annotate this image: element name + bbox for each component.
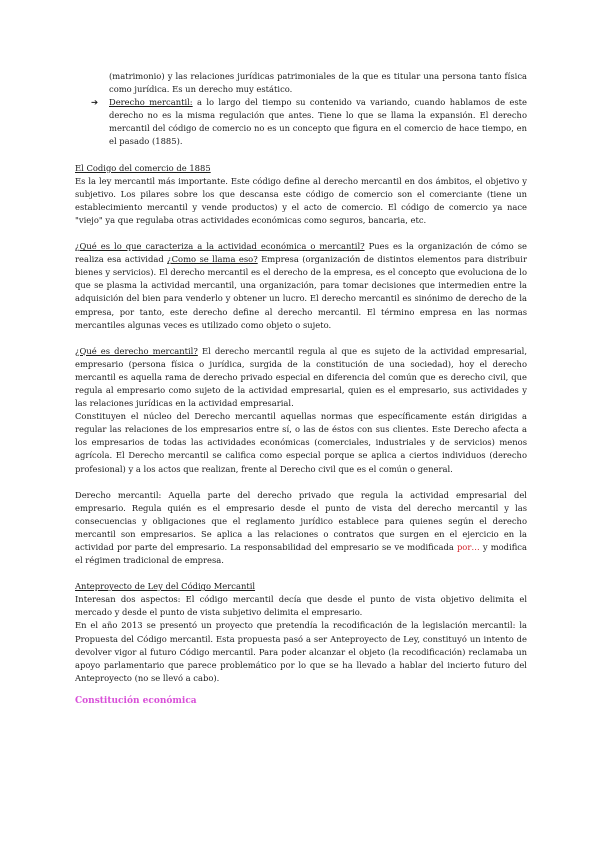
text-definicion-1: : Aquella parte del derecho privado que regula la actividad empresarial del empresario. Regula quién es el empresario desde el punto de vista del derecho mercantil y las consecuencias y obligaciones que el reglamento jurídico establece para quienes según el derecho mercantil son empresarios. Se aplica a las relaciones o contratos que surgen en el ejercicio en la actividad por parte del empresario. La responsabilidad del empresario se ve modificada bbox=[75, 489, 527, 552]
paragraph-que-es-derecho bbox=[75, 345, 527, 410]
intro-continuation: (matrimonio) y las relaciones jurídicas patrimoniales de la que es titular una persona tanto física como jurídica. Es un derecho muy estático. bbox=[109, 71, 527, 95]
text-actividad-2: Empresa (organización de distintos elementos para distribuir bienes y servicios). El derecho mercantil es el derecho de la empresa, es el concepto que evoluciona de lo que se plasma la actividad mercantil, una organización, para tomar decisiones que intermedien entre la adquisición del bien para venderlo y obtener un lucro. El derecho mercantil es sinónimo de derecho de la empresa, por tanto, este derecho define al derecho mercantil. El término empresa en las normas mercantiles algunas veces es utilizado como objeto o sujeto. bbox=[75, 254, 527, 330]
question-que-es-derecho: ¿Qué es derecho mercantil? bbox=[75, 345, 198, 356]
arrow-bullet-icon: ➔ bbox=[91, 97, 99, 108]
bullet-text: a lo largo del tiempo su contenido va variando, cuando hablamos de este derecho no es la misma regulación que antes. Tiene lo que se llama la expansión. El derecho mercantil del código de comercio no es un concepto que figura en el comercio de hace tiempo, en el pasado (1885). bbox=[109, 97, 527, 147]
paragraph-actividad-economica bbox=[75, 240, 527, 332]
paragraph-aspectos: Interesan dos aspectos: El código mercantil decía que desde el punto de vista objetivo delimita el mercado y desde el punto de vista subjetivo delimita el empresario. bbox=[75, 594, 527, 618]
document-page bbox=[75, 70, 527, 708]
red-por-marker: por… bbox=[456, 542, 480, 552]
bullet-derecho-mercantil bbox=[75, 96, 527, 148]
lead-derecho-mercantil: Derecho mercantil bbox=[75, 489, 159, 500]
text-que-es-derecho: El derecho mercantil regula al que es sujeto de la actividad empresarial, empresario (persona física o jurídica, surgida de la constitución de una sociedad), hoy el derecho mercantil es aquella rama de derecho privado especial en diferencia del común que es derecho civil, que regula al empresario como sujeto de la actividad empresarial, quien es el empresario, sus actividades y las relaciones jurídicas en la actividad empresarial. bbox=[75, 345, 527, 409]
paragraph-nucleo-derecho: Constituyen el núcleo del Derecho mercantil aquellas normas que específicamente están dirigidas a regular las relaciones de los empresarios entre sí, o las de éstos con sus clientes. Este Derecho afecta a los empresarios de todas las actividades económicas (comerciales, industriales y de servicios) menos agrícola. El Derecho mercantil se califica como especial porque se aplica a ciertos individuos (derecho profesional) y a los actos que realizan, frente al Derecho civil que es el común o general. bbox=[75, 411, 527, 474]
question-actividad: ¿Qué es lo que caracteriza a la actividad económica o mercantil? bbox=[75, 241, 365, 252]
heading-anteproyecto: Anteproyecto de Ley del Código Mercantil bbox=[75, 581, 256, 592]
paragraph-propuesta-2013: En el año 2013 se presentó un proyecto que pretendía la recodificación de la legislación mercantil: la Propuesta del Código mercantil. Esta propuesta pasó a ser Anteproyecto de Ley, constituyó un intento de devolver vigor al futuro Código mercantil. Para poder alcanzar el objeto (la recodificación) reclamaba un apoyo parlamentario que parece problemático por lo que se ha llevado a hablar del incierto futuro del Anteproyecto (no se llevó a cabo). bbox=[75, 620, 527, 683]
heading-codigo-comercio: El Codigo del comercio de 1885 bbox=[75, 162, 211, 173]
paragraph-definicion-derecho bbox=[75, 489, 527, 568]
paragraph-codigo-comercio: Es la ley mercantil más importante. Este código define al derecho mercantil en dos ámbitos, el objetivo y subjetivo. Los pilares sobre los que descansa este código de comercio son el comerciante (tiene un establecimiento mercantil y vende productos) y el acto de comercio. El código de comercio ya nace "viejo" ya que regulaba otras actividades económicas como seguros, bancaria, etc. bbox=[75, 175, 527, 225]
text-actividad-1: Pues es la organización de cómo se realiza esa actividad bbox=[75, 241, 527, 265]
text-definicion-2: y modifica el régimen tradicional de empresa. bbox=[75, 542, 527, 566]
bullet-term: Derecho mercantil: bbox=[109, 97, 193, 108]
question-como-se-llama: ¿Como se llama eso? bbox=[167, 254, 258, 265]
heading-constitucion-economica: Constitución económica bbox=[75, 695, 197, 706]
